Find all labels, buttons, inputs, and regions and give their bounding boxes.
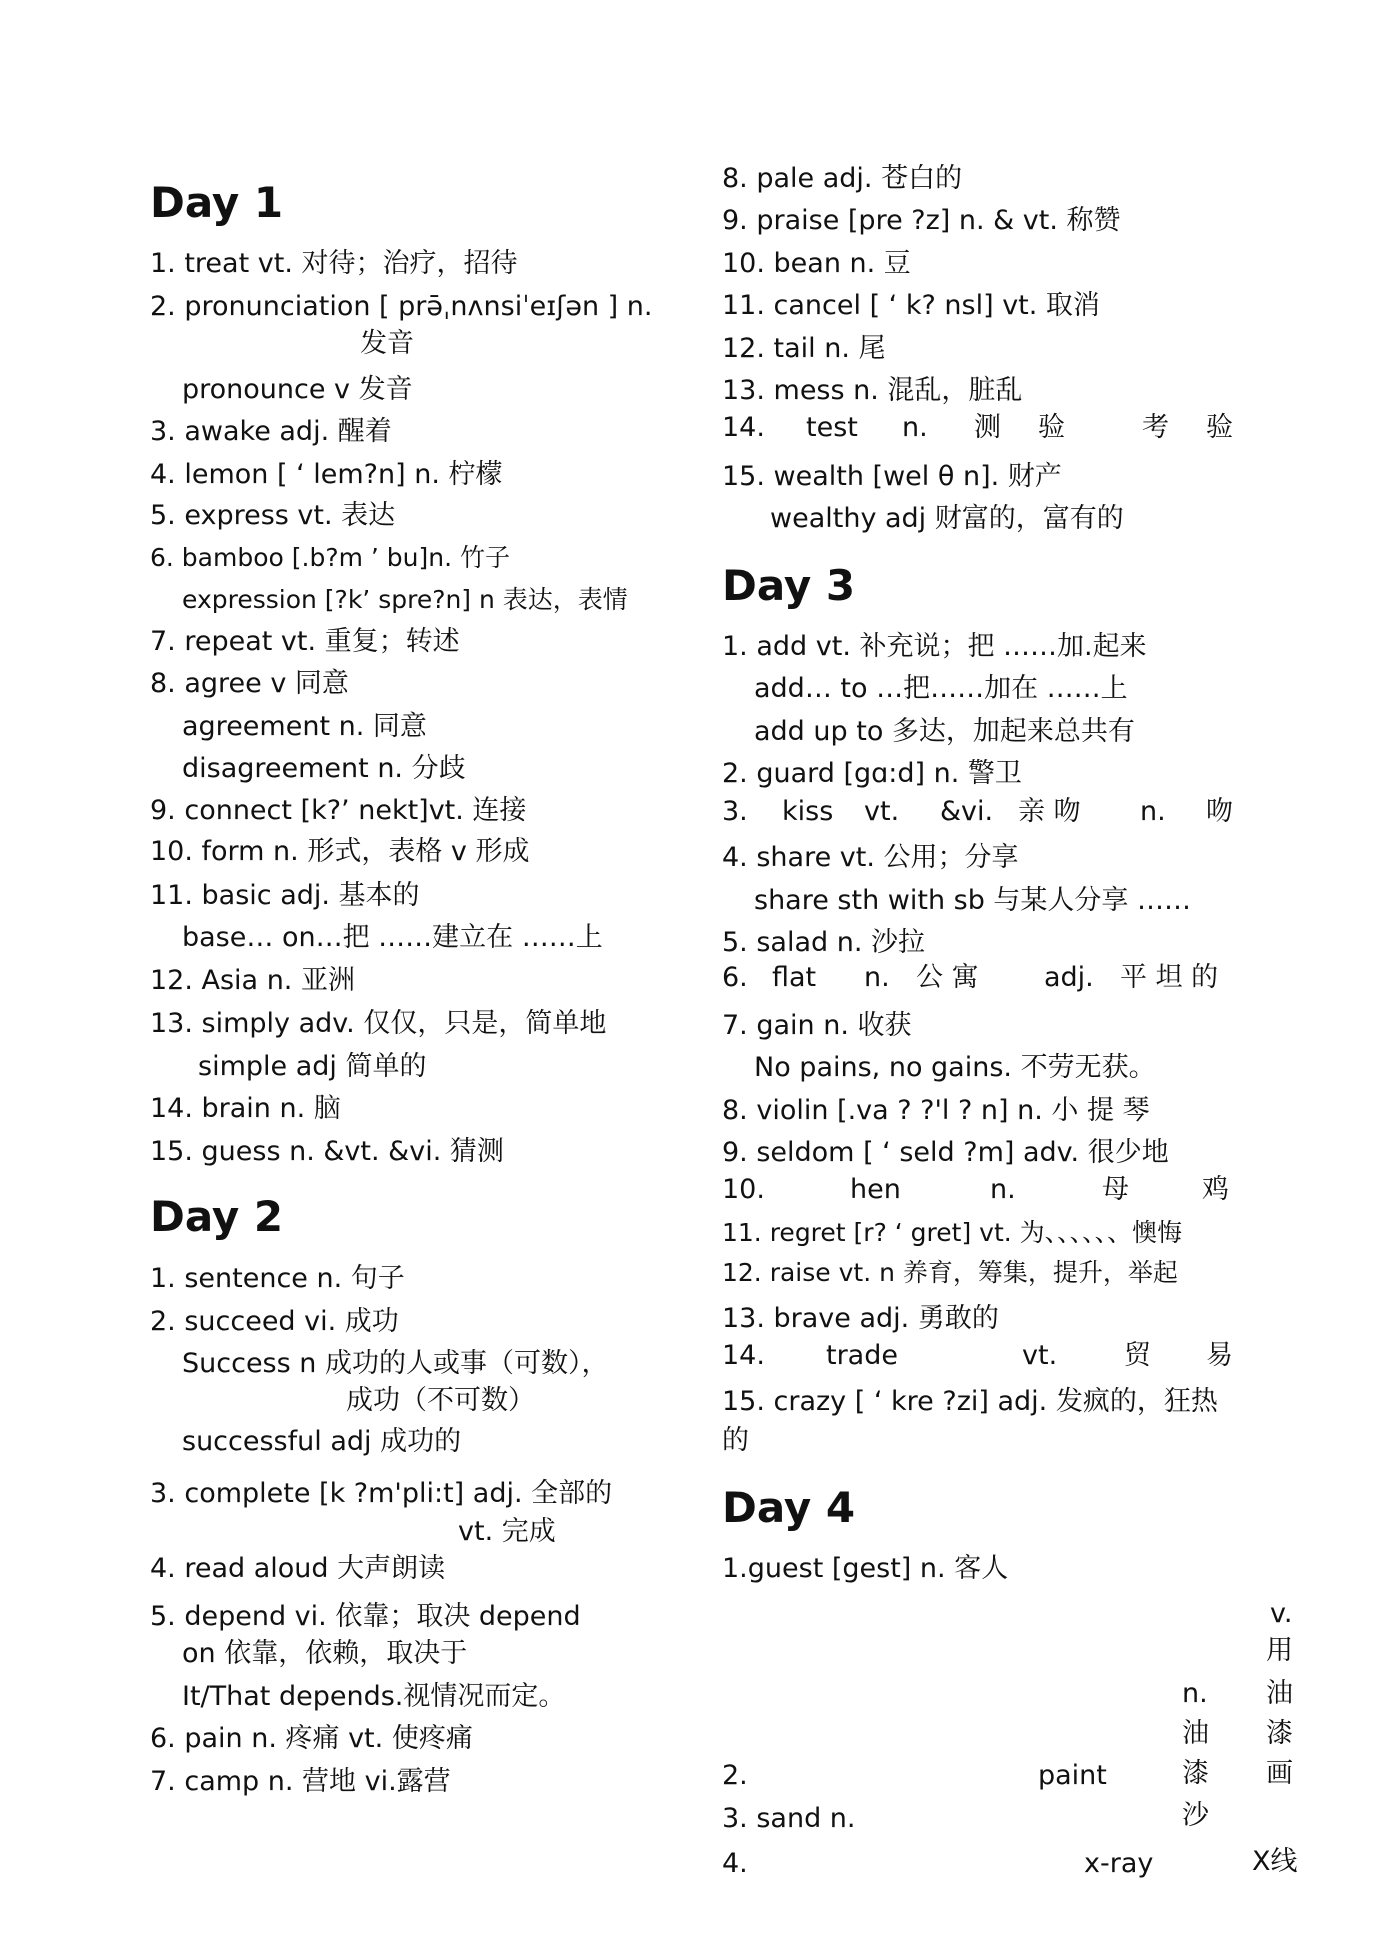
gloss: 吻 bbox=[1206, 796, 1233, 827]
vocab-item: 15. wealth [wel θ n]. 财产 bbox=[722, 461, 1062, 492]
gloss: 验 bbox=[1206, 412, 1233, 443]
vocab-item: No pains, no gains. 不劳无获。 bbox=[754, 1052, 1156, 1083]
vocab-item: 12. tail n. 尾 bbox=[722, 333, 886, 364]
gloss: 母 bbox=[1102, 1174, 1129, 1205]
gloss: 亲 吻 bbox=[1018, 796, 1081, 827]
text-fragment: 漆 bbox=[1182, 1758, 1209, 1789]
vocab-item: 12. Asia n. 亚洲 bbox=[150, 965, 355, 996]
vocab-item: 4. share vt. 公用；分享 bbox=[722, 842, 1019, 873]
gloss: 平 坦 的 bbox=[1120, 962, 1219, 993]
vocab-item: add up to 多达，加起来总共有 bbox=[754, 716, 1135, 747]
vocab-item: 6. bamboo [.b?m ’ bu]n. 竹子 bbox=[150, 543, 510, 572]
vocab-item-10 bbox=[722, 1176, 1234, 1203]
vocab-item: 2. guard [gɑ:d] n. 警卫 bbox=[722, 758, 1022, 789]
pos: adj. bbox=[1044, 962, 1094, 993]
vocab-item: 2. succeed vi. 成功 bbox=[150, 1306, 399, 1337]
item-number: 10. bbox=[722, 1174, 765, 1205]
pos: n. bbox=[1140, 796, 1166, 827]
pos: n. bbox=[864, 962, 890, 993]
vocab-item: 4. read aloud 大声朗读 bbox=[150, 1553, 446, 1584]
vocab-item: 5. depend vi. 依靠；取决 depend bbox=[150, 1601, 581, 1632]
vocab-item: 9. praise [pre ?z] n. & vt. 称赞 bbox=[722, 205, 1121, 236]
text-fragment: 4. bbox=[722, 1848, 748, 1879]
vocab-item: 13. mess n. 混乱，脏乱 bbox=[722, 375, 1023, 406]
vocab-item-6 bbox=[722, 964, 1234, 991]
text-fragment: 2. bbox=[722, 1760, 748, 1791]
day1-heading: Day 1 bbox=[150, 178, 284, 227]
vocab-item: share sth with sb 与某人分享 …… bbox=[754, 885, 1192, 916]
text-fragment: x-ray bbox=[1084, 1848, 1154, 1879]
pos: n. bbox=[990, 1174, 1016, 1205]
pos: vt. bbox=[1022, 1340, 1058, 1371]
pos: &vi. bbox=[940, 796, 994, 827]
vocab-item: 11. regret [r? ‘ gret] vt. 为、、、、、、懊悔 bbox=[722, 1218, 1183, 1247]
gloss: 测 bbox=[974, 412, 1001, 443]
vocab-item: 12. raise vt. n 养育，筹集，提升，举起 bbox=[722, 1258, 1178, 1287]
vocab-item: 8. pale adj. 苍白的 bbox=[722, 163, 963, 194]
vocab-item: 5. express vt. 表达 bbox=[150, 500, 396, 531]
vocab-item: agreement n. 同意 bbox=[182, 711, 427, 742]
vocab-item: 4. lemon [ ‘ lem?n] n. 柠檬 bbox=[150, 459, 503, 490]
vocab-item: 6. pain n. 疼痛 vt. 使疼痛 bbox=[150, 1723, 473, 1754]
vocab-item: 9. seldom [ ‘ seld ?m] adv. 很少地 bbox=[722, 1137, 1169, 1168]
vocab-item: 3. awake adj. 醒着 bbox=[150, 416, 392, 447]
text-fragment: 3. sand n. bbox=[722, 1803, 856, 1834]
text-fragment: 画 bbox=[1266, 1758, 1293, 1789]
vocab-item: 11. basic adj. 基本的 bbox=[150, 880, 420, 911]
pos: n. bbox=[902, 412, 928, 443]
vocab-item: 8. agree v 同意 bbox=[150, 668, 349, 699]
vocab-item: 10. bean n. 豆 bbox=[722, 248, 911, 279]
vocab-item: expression [?k’ spre?n] n 表达，表情 bbox=[182, 585, 628, 614]
vocab-item: 15. guess n. &vt. &vi. 猜测 bbox=[150, 1136, 504, 1167]
vocab-item: 发音 bbox=[360, 328, 414, 359]
vocab-item-3 bbox=[722, 798, 1234, 825]
gloss: 贸 bbox=[1124, 1340, 1151, 1371]
day2-heading: Day 2 bbox=[150, 1192, 284, 1241]
vocab-item: add… to …把……加在 ……上 bbox=[754, 673, 1128, 704]
item-number: 6. bbox=[722, 962, 748, 993]
vocab-item: vt. 完成 bbox=[458, 1516, 556, 1547]
word: test bbox=[806, 412, 858, 443]
word: flat bbox=[772, 962, 817, 993]
item-number: 14. bbox=[722, 1340, 765, 1371]
vocab-item: 1. sentence n. 句子 bbox=[150, 1263, 405, 1294]
pos: vt. bbox=[864, 796, 900, 827]
vocab-item-14b bbox=[722, 1342, 1234, 1369]
vocab-item: on 依靠，依赖，取决于 bbox=[182, 1638, 468, 1669]
text-fragment: v. bbox=[1270, 1598, 1293, 1629]
text-fragment: 油 bbox=[1266, 1678, 1293, 1709]
vocab-item: 3. complete [k ?m'pli:t] adj. 全部的 bbox=[150, 1478, 613, 1509]
gloss: 考 bbox=[1142, 412, 1169, 443]
vocab-item: 13. simply adv. 仅仅，只是，简单地 bbox=[150, 1008, 607, 1039]
text-fragment: 沙 bbox=[1182, 1800, 1209, 1831]
vocab-item: 13. brave adj. 勇敢的 bbox=[722, 1303, 999, 1334]
text-fragment: paint bbox=[1038, 1760, 1107, 1791]
vocab-item: 11. cancel [ ‘ k? nsl] vt. 取消 bbox=[722, 290, 1100, 321]
text-fragment: 油 bbox=[1182, 1718, 1209, 1749]
vocab-item: 8. violin [.va ? ?'l ? n] n. 小 提 琴 bbox=[722, 1095, 1150, 1126]
text-fragment: 用 bbox=[1266, 1635, 1293, 1666]
gloss: 易 bbox=[1206, 1340, 1233, 1371]
day4-heading: Day 4 bbox=[722, 1483, 856, 1532]
vocab-item: disagreement n. 分歧 bbox=[182, 753, 466, 784]
vocab-item: base… on…把 ……建立在 ……上 bbox=[182, 922, 603, 953]
vocab-item: 2. pronunciation [ prə̄ˌnʌnsiˈeɪʃən ] n. bbox=[150, 291, 653, 322]
vocab-item: 10. form n. 形式，表格 v 形成 bbox=[150, 836, 530, 867]
gloss: 公 寓 bbox=[916, 962, 979, 993]
vocab-item: 1.guest [gest] n. 客人 bbox=[722, 1553, 1009, 1584]
text-fragment: 漆 bbox=[1266, 1718, 1293, 1749]
word: kiss bbox=[782, 796, 834, 827]
vocab-item: 的 bbox=[722, 1425, 749, 1456]
gloss: 验 bbox=[1038, 412, 1065, 443]
gloss: 鸡 bbox=[1202, 1174, 1229, 1205]
word: hen bbox=[850, 1174, 901, 1205]
vocab-item: 7. gain n. 收获 bbox=[722, 1010, 912, 1041]
vocab-item: simple adj 简单的 bbox=[198, 1051, 427, 1082]
vocab-item: 15. crazy [ ‘ kre ?zi] adj. 发疯的，狂热 bbox=[722, 1386, 1218, 1417]
text-fragment: n. bbox=[1182, 1678, 1208, 1709]
vocab-item-14 bbox=[722, 414, 1234, 441]
vocab-item: 5. salad n. 沙拉 bbox=[722, 927, 926, 958]
vocab-item: 7. camp n. 营地 vi.露营 bbox=[150, 1766, 451, 1797]
day3-heading: Day 3 bbox=[722, 561, 856, 610]
vocab-item: successful adj 成功的 bbox=[182, 1426, 462, 1457]
item-number: 3. bbox=[722, 796, 748, 827]
text-fragment: X线 bbox=[1252, 1846, 1298, 1877]
word: trade bbox=[826, 1340, 898, 1371]
vocab-item: It/That depends.视情况而定。 bbox=[182, 1681, 566, 1712]
item-number: 14. bbox=[722, 412, 765, 443]
vocab-item: 1. add vt. 补充说；把 ……加.起来 bbox=[722, 631, 1147, 662]
vocab-item: 9. connect [k?’ nekt]vt. 连接 bbox=[150, 795, 527, 826]
vocab-item: wealthy adj 财富的，富有的 bbox=[770, 503, 1124, 534]
vocab-item: pronounce v 发音 bbox=[182, 374, 413, 405]
vocab-item: 1. treat vt. 对待；治疗，招待 bbox=[150, 248, 518, 279]
vocab-item: 14. brain n. 脑 bbox=[150, 1093, 341, 1124]
vocab-item: 7. repeat vt. 重复；转述 bbox=[150, 626, 460, 657]
vocab-item: Success n 成功的人或事（可数）， bbox=[182, 1348, 609, 1379]
vocab-item: 成功（不可数） bbox=[346, 1385, 535, 1416]
